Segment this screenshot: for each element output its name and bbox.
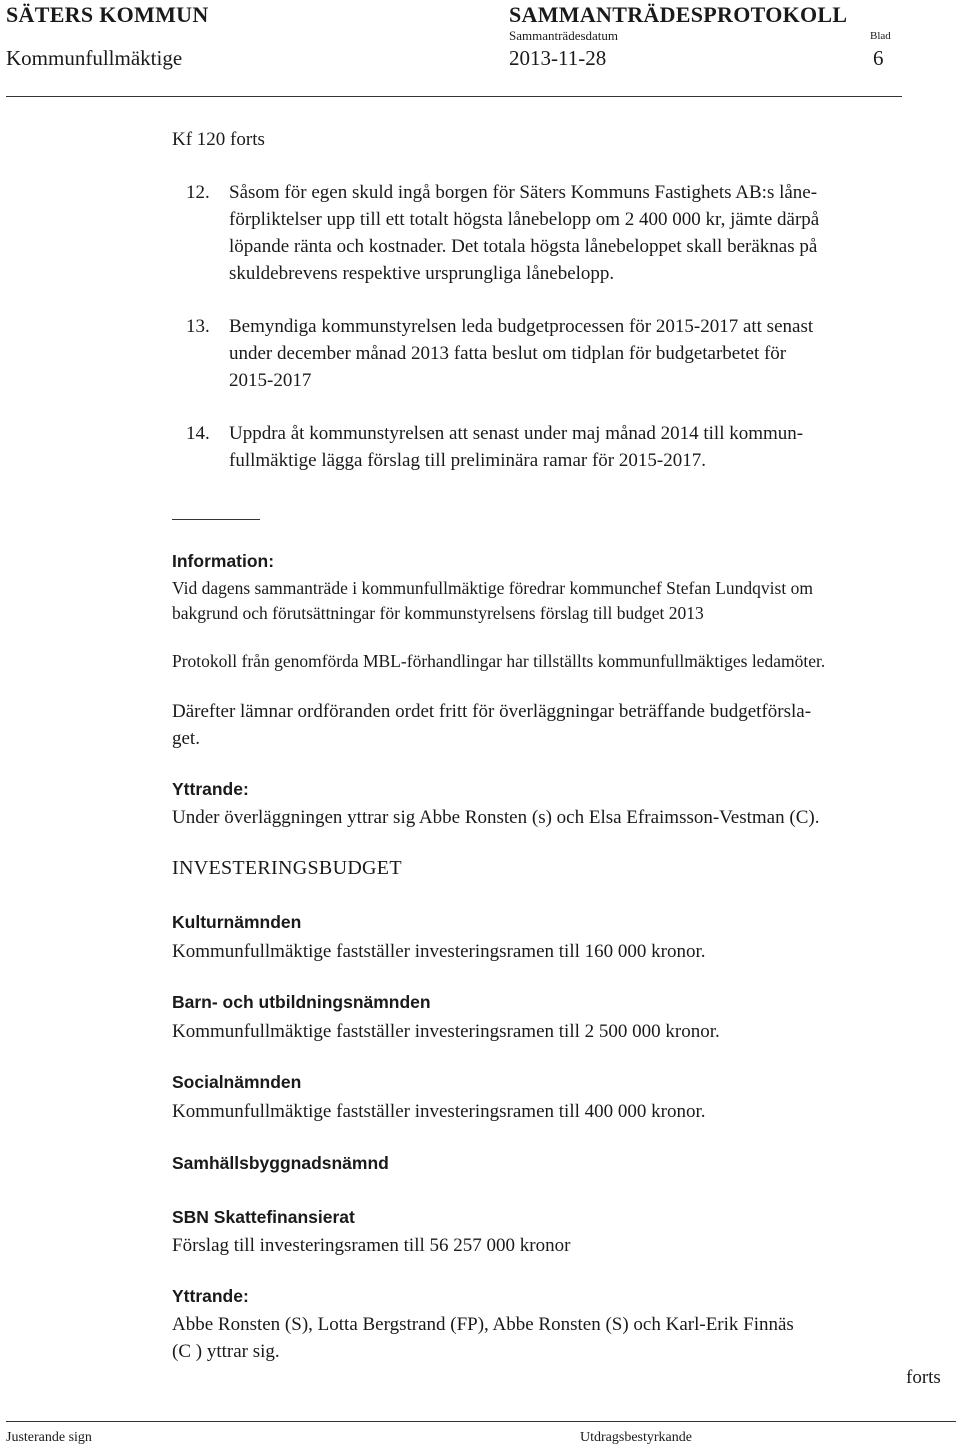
- item-text: [229, 179, 949, 287]
- item-number: 13.: [186, 316, 210, 337]
- section-text: Kommunfullmäktige fastställer investeringsramen till 2 500 000 kronor.: [172, 1021, 720, 1042]
- text-line: Såsom för egen skuld ingå borgen för Säters Kommuns Fastighets AB:s låne-: [229, 182, 818, 203]
- statement-text: Under överläggningen yttrar sig Abbe Ronsten (s) och Elsa Efraimsson-Vestman (C).: [172, 807, 820, 828]
- item-number: 14.: [186, 423, 210, 444]
- text-line: under december månad 2013 fatta beslut om tidplan för budgetarbetet för: [229, 343, 787, 364]
- section-title: Barn- och utbildningsnämnden: [172, 992, 431, 1012]
- protocol-note: Protokoll från genomförda MBL-förhandlingar har tillställts kommunfullmäktiges ledamöter.: [172, 651, 826, 671]
- statement-heading: Yttrande:: [172, 779, 249, 799]
- investment-heading: INVESTERINGSBUDGET: [172, 857, 402, 879]
- footer-justification: Justerande sign: [6, 1430, 92, 1445]
- text-line: Därefter lämnar ordföranden ordet fritt för överläggningar beträffande budgetförsla-: [172, 701, 812, 722]
- text-line: bakgrund och förutsättningar för kommunstyrelsens förslag till budget 2013: [172, 603, 704, 623]
- text-line: fullmäktige lägga förslag till preliminära ramar för 2015-2017.: [229, 450, 706, 471]
- header-rule: [6, 96, 902, 97]
- text-line: förpliktelser upp till ett totalt högsta lånebelopp om 2 400 000 kr, jämte därpå: [229, 209, 820, 230]
- text-line: Uppdra åt kommunstyrelsen att senast under maj månad 2014 till kommun-: [229, 423, 804, 444]
- section-divider: [172, 519, 260, 520]
- text-line: get.: [172, 728, 200, 749]
- item-number: 12.: [186, 182, 210, 203]
- section-text: Kommunfullmäktige fastställer investeringsramen till 160 000 kronor.: [172, 941, 706, 962]
- date-label: Sammanträdesdatum: [509, 28, 619, 43]
- statement-text: [172, 1311, 794, 1365]
- statement-heading: Yttrande:: [172, 1286, 249, 1306]
- section-title: Samhällsbyggnadsnämnd: [172, 1153, 389, 1173]
- text-line: skuldebrevens respektive ursprungliga lånebelopp.: [229, 263, 615, 284]
- text-line: Abbe Ronsten (S), Lotta Bergstrand (FP), Abbe Ronsten (S) och Karl-Erik Finnäs: [172, 1314, 794, 1335]
- information-text: [172, 576, 813, 626]
- section-text: Förslag till investeringsramen till 56 257 000 kronor: [172, 1235, 571, 1256]
- text-line: 2015-2017: [229, 370, 312, 391]
- page-label: Blad: [870, 30, 891, 42]
- text-line: Bemyndiga kommunstyrelsen leda budgetprocessen för 2015-2017 att senast: [229, 316, 814, 337]
- document-type: SAMMANTRÄDESPROTOKOLL: [509, 2, 848, 27]
- item-text: [229, 420, 949, 474]
- text-line: Vid dagens sammanträde i kommunfullmäktige föredrar kommunchef Stefan Lundqvist om: [172, 578, 813, 598]
- assembly-name: Kommunfullmäktige: [6, 46, 183, 70]
- next-text: [172, 698, 811, 752]
- section-title: Socialnämnden: [172, 1072, 302, 1092]
- information-heading: Information:: [172, 551, 275, 571]
- text-line: löpande ränta och kostnader. Det totala högsta lånebeloppet skall beräknas på: [229, 236, 818, 257]
- page-number: 6: [873, 46, 884, 70]
- meeting-date: 2013-11-28: [509, 46, 607, 70]
- paragraph-reference: Kf 120 forts: [172, 129, 265, 150]
- section-title: Kulturnämnden: [172, 912, 302, 932]
- section-title: SBN Skattefinansierat: [172, 1207, 355, 1227]
- section-text: Kommunfullmäktige fastställer investeringsramen till 400 000 kronor.: [172, 1101, 706, 1122]
- text-line: (C ) yttrar sig.: [172, 1341, 280, 1362]
- footer-certification: Utdragsbestyrkande: [580, 1430, 692, 1445]
- org-name: SÄTERS KOMMUN: [6, 2, 209, 27]
- continued-label: forts: [906, 1367, 941, 1388]
- footer-rule: [6, 1421, 956, 1422]
- item-text: [229, 313, 949, 394]
